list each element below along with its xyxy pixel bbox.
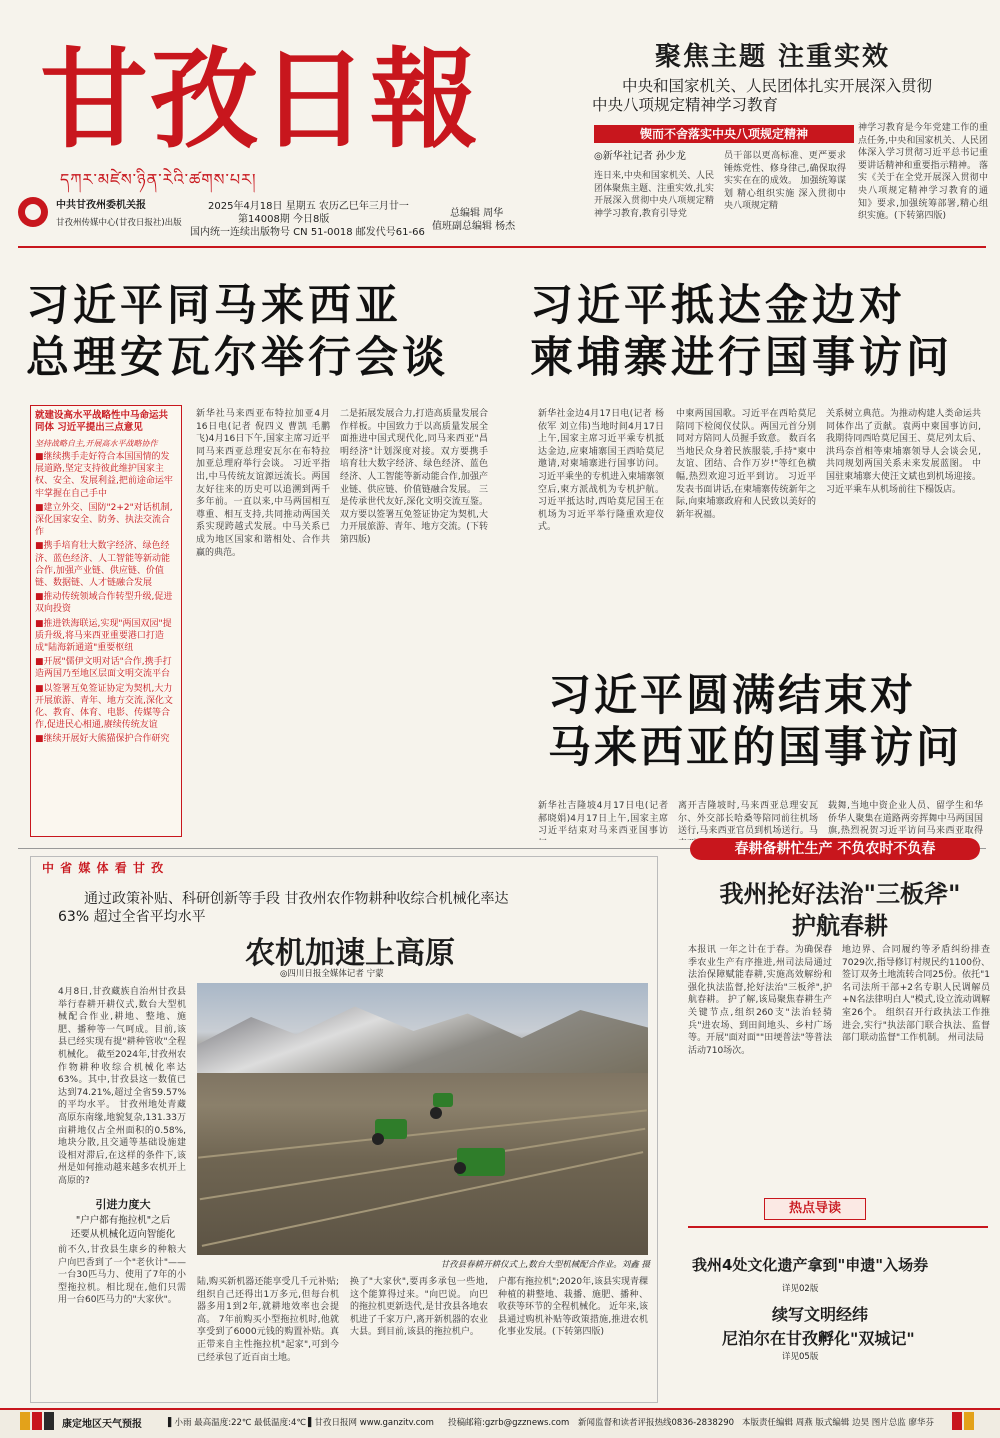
photo-caption: 甘孜县春耕开耕仪式上,数台大型机械配合作业。刘鑫 摄 <box>440 1260 650 1270</box>
furrow <box>202 1151 644 1247</box>
duty-editor: 值班副总编辑 杨杰 <box>432 221 516 232</box>
issue-number: 第14008期 今日8版 <box>238 214 330 225</box>
hot-rule <box>688 1226 988 1228</box>
masthead-logo: 甘孜日報 <box>40 37 481 163</box>
hot-item2-page: 详见05版 <box>782 1352 819 1362</box>
left-sub: 坚持战略自主,开展高水平战略协作 <box>35 439 158 448</box>
hot-item2b[interactable]: 尼泊尔在甘孜孵化"双城记" <box>722 1329 915 1348</box>
left-kicker: 就建设高水平战略性中马命运共同体 习近平提出三点意见 <box>35 410 169 433</box>
headline2-line1: 习近平抵达金边对 <box>530 281 906 331</box>
issue-date: 2025年4月18日 星期五 农历乙巳年三月廿一 <box>208 201 409 212</box>
right-title-1: 我州抡好法治"三板斧" <box>719 880 961 908</box>
headline3-body-col1: 新华社吉隆坡4月17日电(记者 郝晓娟)4月17日上午,国家主席习近平结束对马来西亚国事访 <box>538 801 668 837</box>
footer-email[interactable]: 投稿邮箱:gzrb@gzznews.com <box>448 1418 570 1428</box>
top-subhead-2: 中央八项规定精神学习教育 <box>592 96 779 114</box>
headline2-body-col1: 新华社金边4月17日电(记者 杨依军 刘立伟)当地时间4月17日上午,国家主席习近平乘专机抵达金边,应柬埔寨国王西哈莫尼邀请,对柬埔寨进行国事访问。 习近平乘坐的专机进入柬埔寨领空后,柬方派战机为专机护航。 习近平抵达时,西哈莫尼国王在机场为习近平举行隆重欢迎仪式。 <box>538 409 664 533</box>
footer-stripe <box>20 1412 30 1430</box>
left-item: ■继续开展好大熊猫保护合作研究 <box>35 734 170 745</box>
left-item: ■建立外交、国防"2+2"对话机制,深化国家安全、防务、执法交流合作 <box>35 502 173 538</box>
media-title: 农机加速上高原 <box>245 936 455 971</box>
right-col1: 本报讯 一年之计在于春。为确保春季农业生产有序推进,州司法局通过法治保障赋能春耕,实施高效解纷和强化执法监督,抡好法治"三板斧",护航春耕。 护了解,该局聚焦春耕生产关键节点,组织260支"法治轻骑兵"进农场、到田间地头、乡村广场等。开展"面对面""田埂普法"等普法活动710场次。 <box>688 945 832 1056</box>
media-col-left: 4月8日,甘孜藏族自治州甘孜县举行春耕开耕仪式,数台大型机械配合作业,耕地、整地、施肥、播种等一气呵成。目前,该县已经实现有提"耕种管收"全程机械化。 截至2024年,甘孜州农作物耕种收综合机械化率达63%。其中,甘孜县这一数值已达到74.21%,超过全省59.57%的平均水平。 甘孜州地处青藏高原东南缘,地貌复杂,131.33万亩耕地仅占全州面积的0.58%,地块分散,且交通等基础设施建设相对滞后,在这样的条件下,该州是如何推动越来越多农机开上高原的? <box>58 987 186 1186</box>
media-label: 中 省 媒 体 看 甘 孜 <box>42 859 182 876</box>
top-body-col3: 神学习教育是今年党建工作的重点任务,中央和国家机关、人民团体深入学习贯彻习近平总书记重要讲话精神和重要指示精神。 落实《关于在全党开展深入贯彻中央八项规定精神学习教育的通知》要求,加强统筹部署,精心组织实施。(下转第四版) <box>858 123 988 222</box>
left-item: ■继续携手走好符合本国国情的发展道路,坚定支持彼此维护国家主权、安全、发展利益,把前途命运牢牢掌握在自己手中 <box>35 452 173 499</box>
cn-number: 国内统一连续出版物号 CN 51-0018 邮发代号61-66 <box>190 227 425 238</box>
left-item: ■推进铁海联运,实现"两国双园"提质升级,将马来西亚重要港口打造成"陆海新通道"重要枢纽 <box>35 618 172 654</box>
footer-hotline: 新闻监督和读者评报热线0836-2838290 <box>578 1418 735 1428</box>
footer-weather: 康定地区天气预报 <box>62 1419 142 1430</box>
footer-stripe <box>964 1412 974 1430</box>
right-title-2: 护航春耕 <box>792 912 888 940</box>
media-col-b2: 换了"大家伙",要再多承包一些地,这个能算得过来。"向巴说。 向巴的拖拉机更新迭代,是甘孜县各地农机进了千家万户,离开新机器的农业大县。到目前,该县的拖拉机户。 <box>350 1277 488 1338</box>
media-subtitle-1: 通过政策补贴、科研创新等手段 甘孜州农作物耕种收综合机械化率达 <box>84 891 509 907</box>
hot-item1-page: 详见02版 <box>782 1284 819 1294</box>
tractor-icon <box>375 1119 407 1139</box>
headline3-line1: 习近平圆满结束对 <box>548 671 916 721</box>
left-items <box>31 451 181 746</box>
publisher-line2: 甘孜州传媒中心(甘孜日报社)出版 <box>56 218 182 228</box>
tractor-icon <box>457 1148 505 1176</box>
media-sub-heading: 引进力度大 <box>95 1198 151 1211</box>
media-col-left2: 前不久,甘孜县生康乡的种粮大户向巴香到了一个"老伙计"——一台30匹马力、使用了7年的小型拖拉机。相比现在,他们只需用一台60匹马力的"大家伙"。 <box>58 1245 186 1306</box>
headline2-line2: 柬埔寨进行国事访问 <box>530 333 953 383</box>
media-col-b1: 陆,购买新机器还能享受几千元补贴;组织自己还得出1万多元,但每台机器多用1到2年,就耕地效率也会提高。 7年前购买小型拖拉机时,他就享受到了6000元钱的购置补贴。真正带来自主性拖拉机"起家",可到今已经承包了近百亩土地。 <box>197 1277 339 1363</box>
headline3-body-col3: 载舞,当地中资企业人员、留学生和华侨华人聚集在道路两旁挥舞中马两国国旗,热烈祝贺习近平访问马来西亚取得 <box>828 801 983 837</box>
left-item: ■携手培育壮大数字经济、绿色经济、蓝色经济、人工智能等新动能合作,加强产业链、供应链、价值链、数据链、人才链融合发展 <box>35 541 171 589</box>
media-subtitle-2: 63% 超过全省平均水平 <box>58 909 206 925</box>
headline3-body-col2: 离开吉隆坡时,马来西亚总理安瓦尔、外交部长哈桑等陪同前往机场送行,马来西亚官员到机场送行。马 <box>678 801 818 837</box>
footer-site[interactable]: ▌甘孜日报网 www.ganzitv.com <box>308 1418 434 1428</box>
headline1-body-col1: 新华社马来西亚布特拉加亚4月16日电(记者 倪四义 曹凯 毛鹏飞)4月16日下午,国家主席习近平同马来西亚总理安瓦尔在布特拉加亚总理府举行会谈。 习近平指出,中马传统友谊源远流长。两国友好往来的历史可以追溯到两千多年前。一直以来,中马两国相互尊重、相互支持,共同推动两国关系实现跨越式发展。中马关系已成为地区国家和谐相处、合作共赢的典范。 <box>196 409 330 558</box>
hot-item1[interactable]: 我州4处文化遗产拿到"申遗"入场券 <box>692 1256 929 1274</box>
furrow <box>198 1109 647 1158</box>
right-col2: 地边界、合同履约等矛盾纠纷排查7029次,指导修订村规民约1100份、签订双务土地流转合同25份。依托"1名司法所干部+2名专职人民调解员+N名法律明白人"模式,设立流动调解室26个。 组织召开行政执法工作推进会,实行"执法部门联合执法、监督部门联动监督"工作机制。 州司法局 <box>842 945 990 1044</box>
tractor-icon <box>433 1093 453 1107</box>
top-redbar: 锲而不舍落实中央八项规定精神 <box>594 125 854 143</box>
top-slogan: 聚焦主题 注重实效 <box>655 42 891 72</box>
tractor-photo <box>197 983 648 1255</box>
masthead-rule <box>18 246 986 248</box>
mountain-shape <box>197 1003 648 1073</box>
media-sub-quote1: "户户都有拖拉机"之后 <box>75 1215 171 1226</box>
left-item: ■推动传统领域合作转型升级,促进双向投资 <box>35 592 173 615</box>
media-col-b3: 户都有拖拉机";2020年,该县实现青稞种植的耕整地、栽播、施肥、播种、收获等环节的全程机械化。 近年来,该县通过购机补贴等政策措施,推进农机化事业发展。(下转第四版) <box>498 1277 648 1338</box>
footer-stripe <box>44 1412 54 1430</box>
masthead-tibetan: དཀར་མཛེས་ཉིན་རེའི་ཚགས་པར། <box>60 170 257 189</box>
left-item: ■开展"儒伊文明对话"合作,携手打造两国乃至地区层面文明交流平台 <box>35 657 172 680</box>
top-body-col2: 员干部以更高标准、更严要求锤炼党性、修身律己,确保取得实实在在的成效。 加强统筹谋划 精心组织实施 深入贯彻中央八项规定精 <box>724 151 846 212</box>
footer-stripe <box>952 1412 962 1430</box>
chief-editor: 总编辑 周华 <box>450 208 504 219</box>
headline1-line1: 习近平同马来西亚 <box>26 281 402 331</box>
top-byline: ◎新华社记者 孙少龙 <box>594 151 686 162</box>
publisher-line1: 中共甘孜州委机关报 <box>56 200 146 211</box>
hot-item2a[interactable]: 续写文明经纬 <box>772 1305 869 1324</box>
headline2-body-col2: 中柬两国国歌。习近平在西哈莫尼陪同下检阅仪仗队。两国元首分别同对方陪同人员握手致意。 数百名当地民众身着民族服装,手持"柬中友谊、团结、合作万岁!"等红色横幅,热烈欢迎习近平到访。 习近平发表书面讲话,在柬埔寨传统新年之际,向柬埔寨政府和人民致以美好的新年祝福。 <box>676 409 816 520</box>
footer-stripe <box>32 1412 42 1430</box>
spring-redbar: 春耕备耕忙生产 不负农时不负春 <box>690 838 980 860</box>
media-sub-quote2: 还要从机械化迈向智能化 <box>70 1229 176 1240</box>
headline2-body-col3: 关系树立典范。为推动构建人类命运共同体作出了贡献。袁两中柬国事访问,我期待同西哈莫尼国王、莫尼列太后、洪玛奈首相等柬埔寨领导人会谈会见,共同规划两国关系未来发展蓝图。 中国驻柬埔寨大使汪文斌也到机场迎接。 习近平乘车从机场前往下榻饭店。 <box>826 409 981 495</box>
left-box <box>30 405 182 837</box>
hot-label: 热点导读 <box>764 1198 866 1220</box>
footer-weather-detail: ▌小雨 最高温度:22℃ 最低温度:4℃ <box>168 1418 306 1428</box>
headline3-line2: 马来西亚的国事访问 <box>548 723 962 773</box>
left-item: ■以签署互免签证协定为契机,大力开展旅游、青年、地方交流,深化文化、教育、体育、电影、传媒等合作,促进民心相通,赓续传统友谊 <box>35 683 173 731</box>
media-byline: ◎四川日报全媒体记者 宁蒙 <box>280 969 384 979</box>
party-seal-icon <box>18 197 48 227</box>
top-body-col1: 连日来,中央和国家机关、人民团体聚焦主题、注重实效,扎实开展深入贯彻中央八项规定精神学习教育,教育引导党 <box>594 171 714 219</box>
headline1-body-col2: 二是拓展发展合力,打造高质量发展合作样板。中国致力于以高质量发展全面推进中国式现代化,同马来西亚"昌明经济"计划深度对接。双方要携手培育壮大数字经济、绿色经济、蓝色经济、人工智能等新动能合作,加强产业链、供应链、价值链融合发展。 三是传承世代友好,深化文明交流互鉴。双方要以签署互免签证协定为契机,大力开展旅游、青年、地方交流。(下转第四版) <box>340 409 488 545</box>
top-subhead-1: 中央和国家机关、人民团体扎实开展深入贯彻 <box>622 77 933 95</box>
headline1-line2: 总理安瓦尔举行会谈 <box>26 333 449 383</box>
footer-editors: 本版责任编辑 周燕 版式编辑 边昊 图片总监 廖华芬 <box>742 1418 935 1428</box>
